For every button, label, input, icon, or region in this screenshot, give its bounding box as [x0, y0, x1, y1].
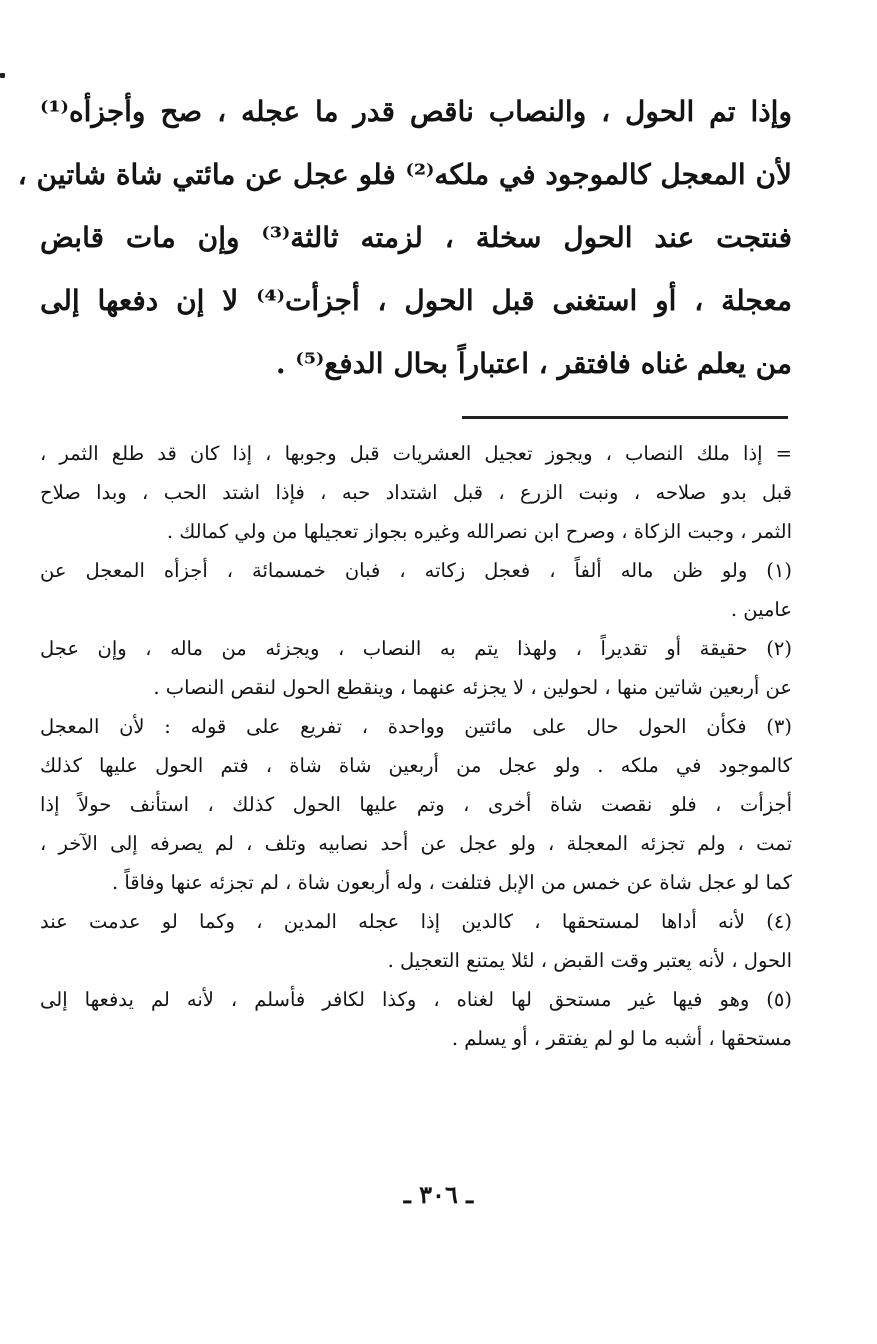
footnote-line: كالموجود في ملكه . ولو عجل من أربعين شاة شاة ، فتم الحول عليها كذلك	[40, 754, 792, 777]
footnote-continuation	[40, 434, 792, 551]
footnote-line: (١) ولو ظن ماله ألفاً ، فعجل زكاته ، فبان خمسمائة ، أجزأه المعجل عن	[40, 559, 792, 582]
footnote-line: = إذا ملك النصاب ، ويجوز تعجيل العشريات قبل وجوبها ، إذا كان قد طلع الثمر ،	[40, 442, 792, 465]
footnote-line: قبل بدو صلاحه ، ونبت الزرع ، قبل اشتداد حبه ، فإذا اشتد الحب ، وبدا صلاح	[40, 481, 792, 504]
footnote-line: عامين .	[730, 598, 792, 621]
main-line: لأن المعجل كالموجود في ملكه⁽²⁾ فلو عجل عن مائتي شاة شاتين ،	[17, 158, 792, 191]
footnote-5	[40, 980, 792, 1058]
main-line: فنتجت عند الحول سخلة ، لزمته ثالثة⁽³⁾ وإن مات قابض	[40, 221, 792, 254]
footnote-line: الثمر ، وجبت الزكاة ، وصرح ابن نصرالله وغيره بجواز تعجيلها من ولي كمالك .	[166, 520, 792, 543]
footnotes	[40, 434, 792, 1058]
footnote-line: أجزأت ، فلو نقصت شاة أخرى ، وتم عليها الحول كذلك ، استأنف حولاً إذا	[40, 793, 792, 816]
footnote-line: الحول ، لأنه يعتبر وقت القبض ، لئلا يمتنع التعجيل .	[387, 949, 792, 972]
footnote-line: (٤) لأنه أداها لمستحقها ، كالدين إذا عجله المدين ، وكما لو عدمت عند	[40, 910, 792, 933]
footnote-3	[40, 707, 792, 902]
footnote-1	[40, 551, 792, 629]
main-line: معجلة ، أو استغنى قبل الحول ، أجزأت⁽⁴⁾ لا إن دفعها إلى	[40, 284, 792, 317]
footnote-line: (٢) حقيقة أو تقديراً ، ولهذا يتم به النصاب ، ويجزئه من ماله ، وإن عجل	[40, 637, 792, 660]
main-line: من يعلم غناه فافتقر ، اعتباراً بحال الدفع⁽⁵⁾ .	[275, 347, 792, 380]
footnote-4	[40, 902, 792, 980]
footnote-line: (٣) فكأن الحول حال على مائتين وواحدة ، تفريع على قوله : لأن المعجل	[40, 715, 792, 738]
footnote-2	[40, 629, 792, 707]
main-text	[17, 80, 792, 395]
footnote-line: عن أربعين شاتين منها ، لحولين ، لا يجزئه عنهما ، وينقطع الحول لنقص النصاب .	[153, 676, 792, 699]
footnote-line: كما لو عجل شاة عن خمس من الإبل فتلفت ، وله أربعون شاة ، لم تجزئه عنها وفاقاً .	[111, 871, 792, 894]
footnote-divider	[462, 416, 788, 419]
page-number: ـ ٣٠٦ ـ	[403, 1180, 474, 1209]
footnote-line: (٥) وهو فيها غير مستحق لها لغناه ، وكذا لكافر فأسلم ، لأنه لم يدفعها إلى	[40, 988, 792, 1011]
footnote-line: مستحقها ، أشبه ما لو لم يفتقر ، أو يسلم .	[451, 1027, 792, 1050]
footnote-line: تمت ، ولم تجزئه المعجلة ، ولو عجل عن أحد نصابيه وتلف ، لم يصرفه إلى الآخر ،	[40, 832, 792, 855]
margin-mark	[0, 73, 5, 78]
main-line: وإذا تم الحول ، والنصاب ناقص قدر ما عجله ، صح وأجزأه⁽¹⁾	[40, 95, 792, 128]
